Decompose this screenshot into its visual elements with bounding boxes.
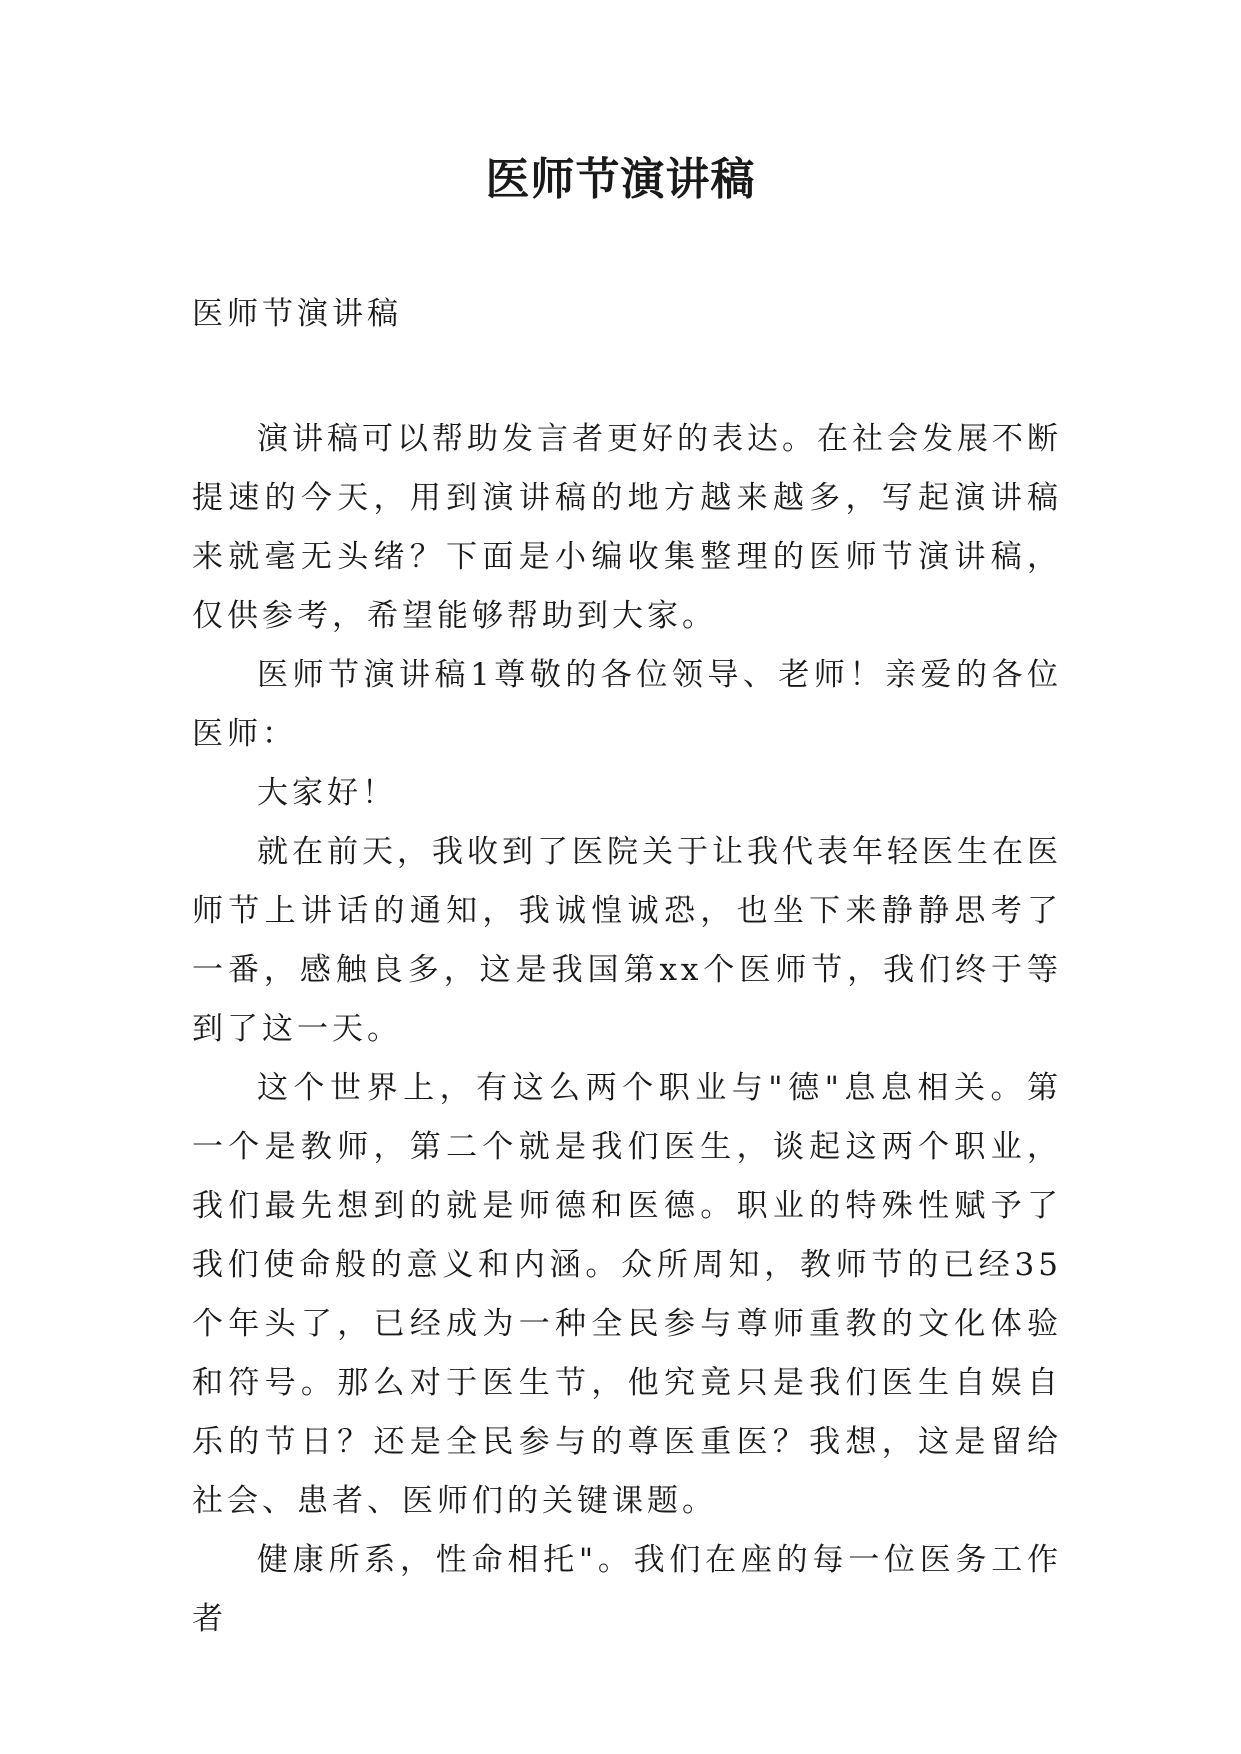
paragraph-greeting-audience: 医师节演讲稿1尊敬的各位领导、老师！亲爱的各位医师： — [192, 657, 1062, 752]
paragraph-hello: 大家好！ — [257, 775, 397, 811]
paragraph-notice: 就在前天，我收到了医院关于让我代表年轻医生在医师节上讲话的通知，我诚惶诚恐，也坐下来静静思考了一番，感触良多，这是我国第xx个医师节，我们终于等到了这一天。 — [192, 834, 1062, 1047]
document-body — [192, 410, 1062, 1649]
paragraph-health: 健康所系，性命相托"。我们在座的每一位医务工作者 — [192, 1542, 1062, 1637]
paragraph-intro: 演讲稿可以帮助发言者更好的表达。在社会发展不断提速的今天，用到演讲稿的地方越来越多，写起演讲稿来就毫无头绪？下面是小编收集整理的医师节演讲稿，仅供参考，希望能够帮助到大家。 — [192, 421, 1062, 634]
paragraph-ethics: 这个世界上，有这么两个职业与"德"息息相关。第一个是教师，第二个就是我们医生，谈起这两个职业，我们最先想到的就是师德和医德。职业的特殊性赋予了我们使命般的意义和内涵。众所周知，教师节的已经35个年头了，已经成为一种全民参与尊师重教的文化体验和符号。那么对于医生节，他究竟只是我们医生自娱自乐的节日？还是全民参与的尊医重医？我想，这是留给社会、患者、医师们的关键课题。 — [192, 1070, 1062, 1519]
document-title: 医师节演讲稿 — [485, 154, 756, 205]
document-subtitle: 医师节演讲稿 — [192, 296, 402, 332]
